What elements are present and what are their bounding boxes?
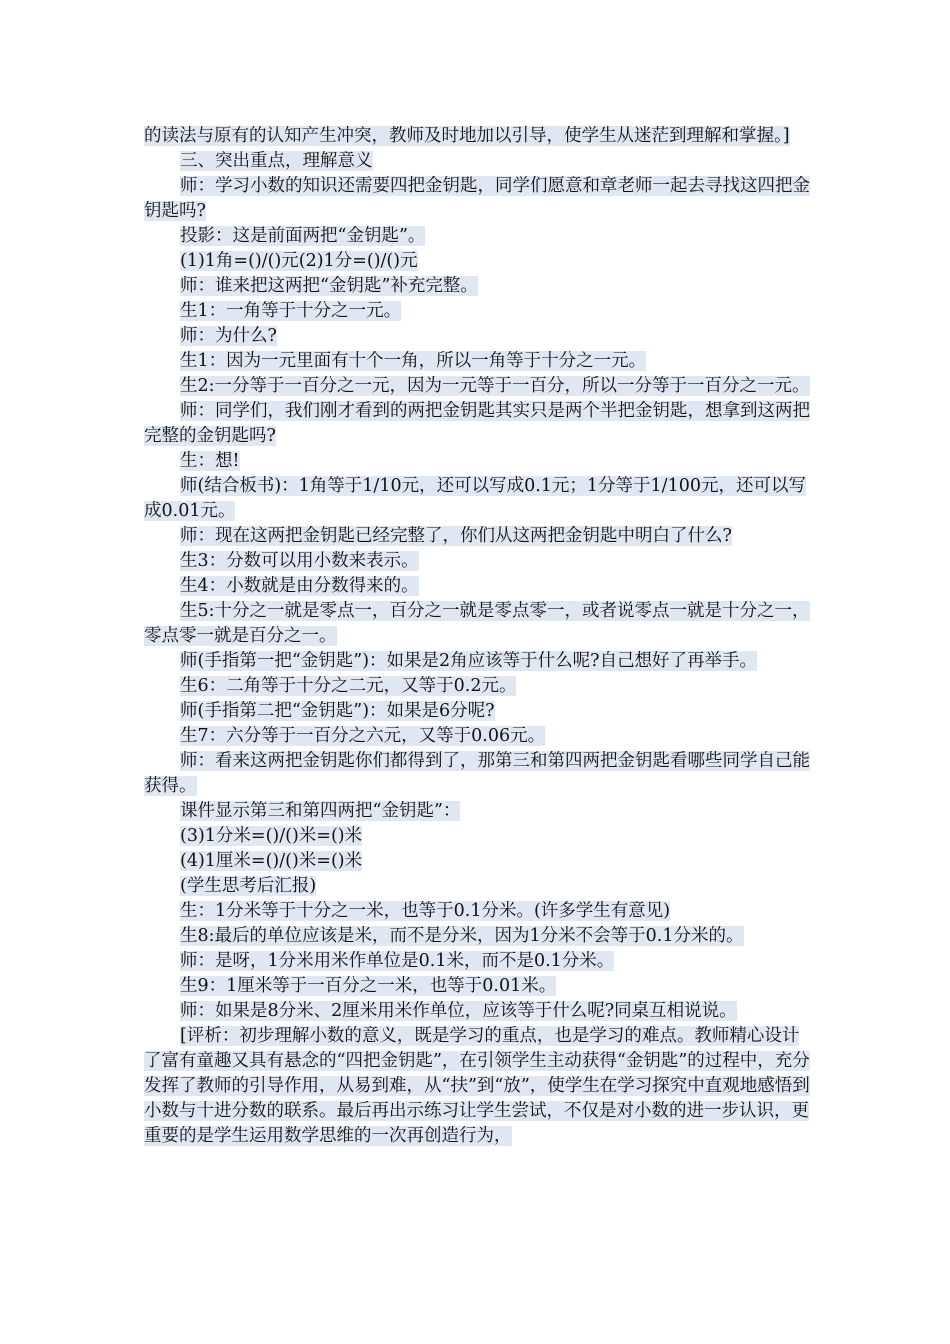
paragraph xyxy=(144,274,814,299)
paragraph-text: 师(手指第一把“金钥匙”)：如果是2角应该等于什么呢?自己想好了再举手。 xyxy=(180,651,758,671)
paragraph xyxy=(144,974,814,999)
paragraph xyxy=(144,999,814,1024)
paragraph xyxy=(144,324,814,349)
paragraph xyxy=(144,474,814,524)
paragraph xyxy=(144,874,814,899)
paragraph xyxy=(144,849,814,874)
paragraph-text: 师(手指第二把“金钥匙”)：如果是6分呢? xyxy=(180,701,495,721)
paragraph xyxy=(144,374,814,399)
paragraph xyxy=(144,449,814,474)
paragraph-text: 投影：这是前面两把“金钥匙”。 xyxy=(180,226,426,246)
paragraph-text: 生：1分米等于十分之一米，也等于0.1分米。(许多学生有意见) xyxy=(180,901,671,921)
paragraph xyxy=(144,549,814,574)
paragraph-text: 生9：1厘米等于一百分之一米，也等于0.01米。 xyxy=(180,976,557,996)
paragraph xyxy=(144,1024,814,1149)
paragraph-text: 生：想! xyxy=(180,451,240,471)
paragraph xyxy=(144,799,814,824)
paragraph xyxy=(144,224,814,249)
paragraph-text: (学生思考后汇报) xyxy=(180,876,317,896)
paragraph xyxy=(144,924,814,949)
paragraph-text: (4)1厘米=()/()米=()米 xyxy=(180,851,363,871)
paragraph xyxy=(144,649,814,674)
paragraph-text: 生5:十分之一就是零点一，百分之一就是零点零一，或者说零点一就是十分之一，零点零一就是百分之一。 xyxy=(144,601,810,646)
paragraph-text: 课件显示第三和第四两把“金钥匙”： xyxy=(180,801,461,821)
paragraph-text: 生7：六分等于一百分之六元，又等于0.06元。 xyxy=(180,726,546,746)
paragraph xyxy=(144,249,814,274)
paragraph-text: 生4：小数就是由分数得来的。 xyxy=(180,576,419,596)
paragraph-text: (3)1分米=()/()米=()米 xyxy=(180,826,363,846)
paragraph-text: 师：现在这两把金钥匙已经完整了，你们从这两把金钥匙中明白了什么? xyxy=(180,526,732,546)
paragraph xyxy=(144,724,814,749)
paragraph xyxy=(144,574,814,599)
paragraph xyxy=(144,524,814,549)
paragraph xyxy=(144,949,814,974)
paragraph-text: 师：如果是8分米、2厘米用米作单位，应该等于什么呢?同桌互相说说。 xyxy=(180,1001,737,1021)
paragraph-text: (1)1角=()/()元(2)1分=()/()元 xyxy=(180,251,418,271)
paragraph-text: 生1：因为一元里面有十个一角，所以一角等于十分之一元。 xyxy=(180,351,647,371)
paragraph xyxy=(144,599,814,649)
paragraph-text: 生6：二角等于十分之二元，又等于0.2元。 xyxy=(180,676,517,696)
paragraph xyxy=(144,174,814,224)
paragraph xyxy=(144,399,814,449)
paragraph xyxy=(144,824,814,849)
paragraph xyxy=(144,699,814,724)
paragraph-text: 师：为什么? xyxy=(180,326,277,346)
paragraph xyxy=(144,674,814,699)
paragraph xyxy=(144,899,814,924)
paragraph-text: 的读法与原有的认知产生冲突，教师及时地加以引导，使学生从迷茫到理解和掌握。] xyxy=(144,126,790,146)
paragraph-text: 生1：一角等于十分之一元。 xyxy=(180,301,402,321)
paragraph-text: 师(结合板书)：1角等于1/10元，还可以写成0.1元；1分等于1/100元，还可以写成0.01元。 xyxy=(144,476,806,521)
document-page xyxy=(144,124,814,1149)
paragraph xyxy=(144,749,814,799)
paragraph xyxy=(144,149,814,174)
paragraph-text: 生3：分数可以用小数来表示。 xyxy=(180,551,419,571)
paragraph xyxy=(144,124,814,149)
paragraph-text: 师：谁来把这两把“金钥匙”补充完整。 xyxy=(180,276,478,296)
paragraph-text: [评析：初步理解小数的意义，既是学习的重点，也是学习的难点。教师精心设计了富有童趣又具有悬念的“四把金钥匙”，在引领学生主动获得“金钥匙”的过程中，充分发挥了教师的引导作用，从易到难，从“扶”到“放”，使学生在学习探究中直观地感悟到小数与十进分数的联系。最后再出示练习让学生尝试，不仅是对小数的进一步认识，更重要的是学生运用数学思维的一次再创造行为， xyxy=(144,1026,810,1146)
paragraph-text: 生2:一分等于一百分之一元，因为一元等于一百分，所以一分等于一百分之一元。 xyxy=(180,376,810,396)
paragraph xyxy=(144,299,814,324)
paragraph-text: 师：是呀，1分米用米作单位是0.1米，而不是0.1分米。 xyxy=(180,951,615,971)
paragraph-text: 三、突出重点，理解意义 xyxy=(180,151,373,171)
paragraph-text: 师：同学们，我们刚才看到的两把金钥匙其实只是两个半把金钥匙，想拿到这两把完整的金钥匙吗? xyxy=(144,401,810,446)
paragraph xyxy=(144,349,814,374)
paragraph-text: 生8:最后的单位应该是米，而不是分米，因为1分米不会等于0.1分米的。 xyxy=(180,926,744,946)
paragraph-text: 师：看来这两把金钥匙你们都得到了，那第三和第四两把金钥匙看哪些同学自己能获得。 xyxy=(144,751,810,796)
paragraph-text: 师：学习小数的知识还需要四把金钥匙，同学们愿意和章老师一起去寻找这四把金钥匙吗? xyxy=(144,176,810,221)
